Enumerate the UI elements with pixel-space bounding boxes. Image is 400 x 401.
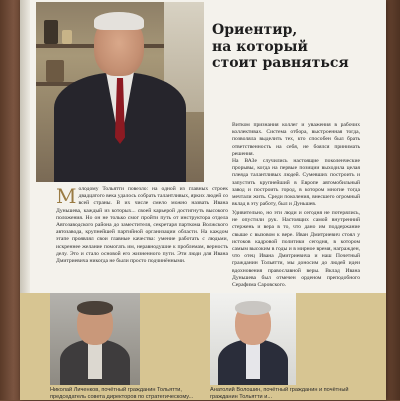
drop-cap: М [56,186,77,208]
hair [235,301,271,315]
title-line: стоит равняться [212,55,349,71]
lead-paragraph [56,186,228,290]
bottom-photo-band [20,293,386,400]
title-line: Ориентир, [212,22,298,38]
shelf-item [46,60,64,82]
paragraph: На ВАЗе случились настоящие поколенческие прорывы, когда на первые позиции выходила целая плеяда талантливых людей. Сумевших построить и запустить крупнейший в Европе автомобильный завод и построить город, в котором многие тогда мечтали жить. Среди поколения, внесшего огромный вклад в эту работу, был и Дуньшев. [232,158,360,208]
photo-caption: Анатолий Волошин, почётный гражданин и почётный гражданин Тольятти и... [210,387,349,400]
shelf-item [62,30,72,44]
shirt [88,339,102,379]
shelf-item [44,20,58,44]
article-title [212,22,364,72]
person-photo [50,293,140,385]
paragraph: Удивительно, но эти люди и сегодня не потерялись, не опустили рук. Настоящих самой внутренний стержень и вера в то, что дано им поддержание свыше с вызовом к вере. Иван Дмитриевич стоял у истоков кадровой политики сегодня, в котором самым высоким в годы и в мирное время, награжден, что отец Ивана Дмитриевича и наш Почетный гражданин Тольятти, мы доносим до людей идеи вдохновения православной веры. Вклад Ивана Дуньшева был отмечен орденом преподобного Серафима Саровского. [232,210,360,289]
shirt [246,339,260,379]
title-line: на который [212,38,308,55]
portrait-photo [36,2,204,182]
paragraph-text: олодому Тольятти повезло: на одной из главных строек двадцатого века удалось собрать талантливых, ярких людей со всей страны. В их числе смело можно назвать Ивана Дуньшева, каждый из которых... своей карьерой достигнуть высокого положения. Но он не только смог пройти путь от инструктора отдела Автозаводского района до заместителя, секретаря парткома Волжского автозавода, крупнейшей партийной организации области. На каждом этапе проявлял свои главные качества: умение работать с людьми, искреннее желание помогать им, неравнодушие к проблемам, верность делу. Это и стало основой его жизненного пути. Эти люди для Ивана Дмитриевича никогда не были просто подчинёнными. [56,186,228,265]
hair [77,301,113,315]
paragraph: Витком признания коллег и уважения в рабочих коллективах. Система отбора, выстроенная тогда, позволяла выделить тех, кто способен был брать ответственность на себя, не боялся принимать решения. [232,122,360,157]
table-surface-right [384,0,400,400]
person-photo [210,293,296,385]
table-surface-left [0,0,22,400]
hair [94,12,144,30]
photo-caption: Николай Личенков, почётный гражданин Тольятти, председатель совета директоров по стратегическому... [50,387,194,400]
